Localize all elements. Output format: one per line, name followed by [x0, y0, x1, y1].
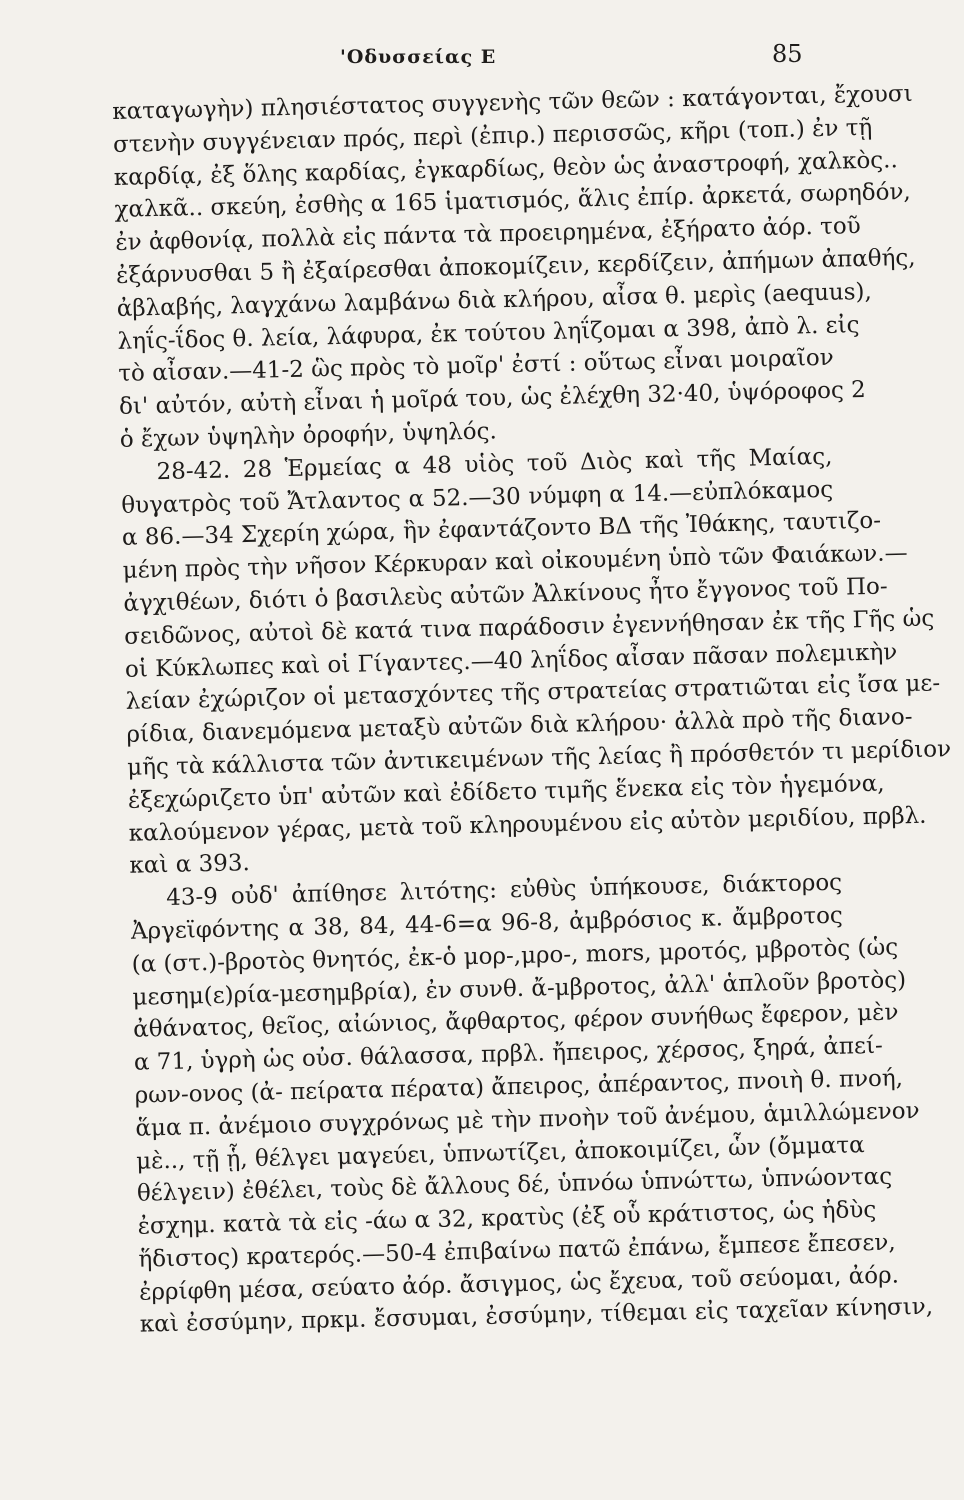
page-number: 85: [772, 40, 803, 68]
text-line: οἱ Κύκλωπες καὶ οἱ Γίγαντες.—40 ληΐδος αἶσαν πᾶσαν πολεμικὴν: [124, 638, 898, 683]
text-line: σειδῶνος, αὐτοὶ δὲ κατά τινα παράδοσιν ἐγεννήθησαν ἐκ τῆς Γῆς ὡς: [123, 605, 935, 650]
text-line: ἐσχημ. κατὰ τὰ εἰς -άω α 32, κρατὺς (ἐξ οὗ κράτιστος, ὡς ἡδὺς: [137, 1197, 877, 1240]
text-line: ἅμα π. ἀνέμοιο συγχρόνως μὲ τὴν πνοὴν τοῦ ἀνέμου, ἁμιλλώμενον: [135, 1097, 920, 1142]
text-line: ἀβλαβής, λαγχάνω λαμβάνω διὰ κλήρου, αἶσα θ. μερὶς (aequus),: [116, 278, 873, 322]
text-line: χαλκᾶ.. σκεύη, ἐσθὴς α 165 ἱματισμός, ἅλις ἐπίρ. ἀρκετά, σωρηδόν,: [114, 179, 912, 224]
text-line: ρων-ονος (ἀ- πείρατα πέρατα) ἄπειρος, ἀπέραντος, πνοιὴ θ. πνοή,: [134, 1065, 904, 1109]
text-line: α 86.—34 Σχερίη χώρα, ἣν ἐφαντάζοντο ΒΔ τῆς Ἰθάκης, ταυτιζο-: [121, 508, 882, 552]
text-line: ρίδια, διανεμόμενα μεταξὺ αὐτῶν διὰ κλήρου· ἀλλὰ πρὸ τῆς διανο-: [126, 704, 913, 748]
text-line: ἐξάρνυσθαι 5 ἢ ἐξαίρεσθαι ἀποκομίζειν, κερδίζειν, ἀπήμων ἀπαθής,: [115, 244, 916, 289]
text-line: λείαν ἐχώριζον οἱ μετασχόντες τῆς στρατείας στρατιῶται εἰς ἴσα με-: [125, 670, 941, 716]
text-line: ἐξεχώριζετο ὑπ' αὐτῶν καὶ ἐδίδετο τιμῆς ἕνεκα εἰς τὸν ἡγεμόνα,: [127, 770, 885, 814]
text-line: καὶ ἐσσύμην, πρκμ. ἔσσυμαι, ἐσσύμην, τίθεμαι εἰς ταχεῖαν κίνησιν,: [139, 1294, 934, 1339]
text-line: καὶ α 393.: [129, 850, 251, 880]
text-line: μῆς τὰ κάλλιστα τῶν ἀντικειμένων τῆς λείας ἢ πρόσθετόν τι μερίδιον: [126, 736, 952, 781]
text-line: μένη πρὸς τὴν νῆσον Κέρκυραν καὶ οἰκουμένη ὑπὸ τῶν Φαιάκων.—: [122, 540, 908, 585]
text-line: ἥδιστος) κρατερός.—50-4 ἐπιβαίνω πατῶ ἐπάνω, ἔμπεσε ἔπεσεν,: [138, 1229, 896, 1273]
text-line: ἐν ἀφθονίᾳ, πολλὰ εἰς πάντα τὰ προειρημένα, ἐξήρατο ἀόρ. τοῦ: [115, 213, 861, 257]
text-line: καλούμενον γέρας, μετὰ τοῦ κληρουμένου εἰς αὐτὸν μεριδίου, πρβλ.: [128, 802, 927, 847]
text-line: καταγωγὴν) πλησιέστατος συγγενὴς τῶν θεῶν : κατάγονται, ἔχουσι: [112, 80, 913, 125]
page-header: [0, 40, 961, 80]
text-line: (α (στ.)-βροτὸς θνητός, ἐκ-ὁ μορ-,μρο-, mors, μροτός, μβροτὸς (ὡς: [131, 934, 899, 978]
text-line: μεσημ(ε)ρία-μεσημβρία), ἐν συνθ. ἄ-μβροτος, ἀλλ' ἁπλοῦν βροτὸς): [132, 966, 907, 1011]
text-line: ἐρρίφθη μέσα, σεύατο ἀόρ. ἄσιγμος, ὡς ἔχευα, τοῦ σεύομαι, ἀόρ.: [138, 1262, 900, 1306]
text-line: ἀθάνατος, θεῖος, αἰώνιος, ἄφθαρτος, φέρον συνήθως ἔφερον, μὲν: [132, 999, 899, 1044]
section-heading-line: 28-42. 28 Ἑρμείας α 48 υἱὸς τοῦ Διὸς καὶ τῆς Μαίας,: [156, 443, 833, 485]
text-line: ληΐς-ΐδος θ. λεία, λάφυρα, ἐκ τούτου ληΐζομαι α 398, ἀπὸ λ. εἰς: [117, 311, 860, 355]
commentary-body: [112, 80, 952, 1342]
text-line: Ἀργεϊφόντης α 38, 84, 44-6=α 96-8, ἀμβρόσιος κ. ἄμβροτος: [130, 902, 844, 945]
text-line: α 71, ὑγρὴ ὡς οὐσ. θάλασσα, πρβλ. ἤπειρος, χέρσος, ξηρά, ἀπεί-: [133, 1032, 883, 1076]
text-line: θέλγειν) ἐθέλει, τοὺς δὲ ἄλλους δέ, ὑπνόω ὑπνώττω, ὑπνώοντας: [136, 1163, 893, 1208]
section-heading-line: 43-9 οὐδ' ἀπίθησε λιτότης: εὐθὺς ὑπήκουσε, διάκτορος: [165, 869, 843, 912]
text-line: στενὴν συγγένειαν πρός, περὶ (ἐπιρ.) περισσῶς, κῆρι (τοπ.) ἐν τῇ: [112, 114, 873, 158]
text-line: μὲ.., τῇ ᾗ, θέλγει μαγεύει, ὑπνωτίζει, ἀποκοιμίζει, ὧν (ὄμματα: [135, 1131, 865, 1175]
running-title: 'Οδυσσείας Ε: [340, 46, 497, 68]
text-line: καρδίᾳ, ἐξ ὅλης καρδίας, ἐγκαρδίως, θεὸν ὡς ἀναστροφή, χαλκὸς..: [113, 146, 899, 191]
text-line: τὸ αἶσαν.—41-2 ὣς πρὸς τὸ μοῖρ' ἐστί : οὕτως εἶναι μοιραῖον: [118, 345, 834, 388]
text-line: ὁ ἔχων ὑψηλὴν ὀροφήν, ὑψηλός.: [119, 418, 498, 453]
text-line: δι' αὐτόν, αὐτὴ εἶναι ἡ μοῖρά του, ὡς ἐλέχθη 32·40, ὑψόροφος 2: [118, 377, 867, 421]
text-line: θυγατρὸς τοῦ Ἄτλαντος α 52.—30 νύμφη α 14.—εὐπλόκαμος: [120, 476, 834, 519]
text-line: ἀγχιθέων, διότι ὁ βασιλεὺς αὐτῶν Ἀλκίνους ἦτο ἔγγονος τοῦ Πο-: [123, 573, 888, 617]
